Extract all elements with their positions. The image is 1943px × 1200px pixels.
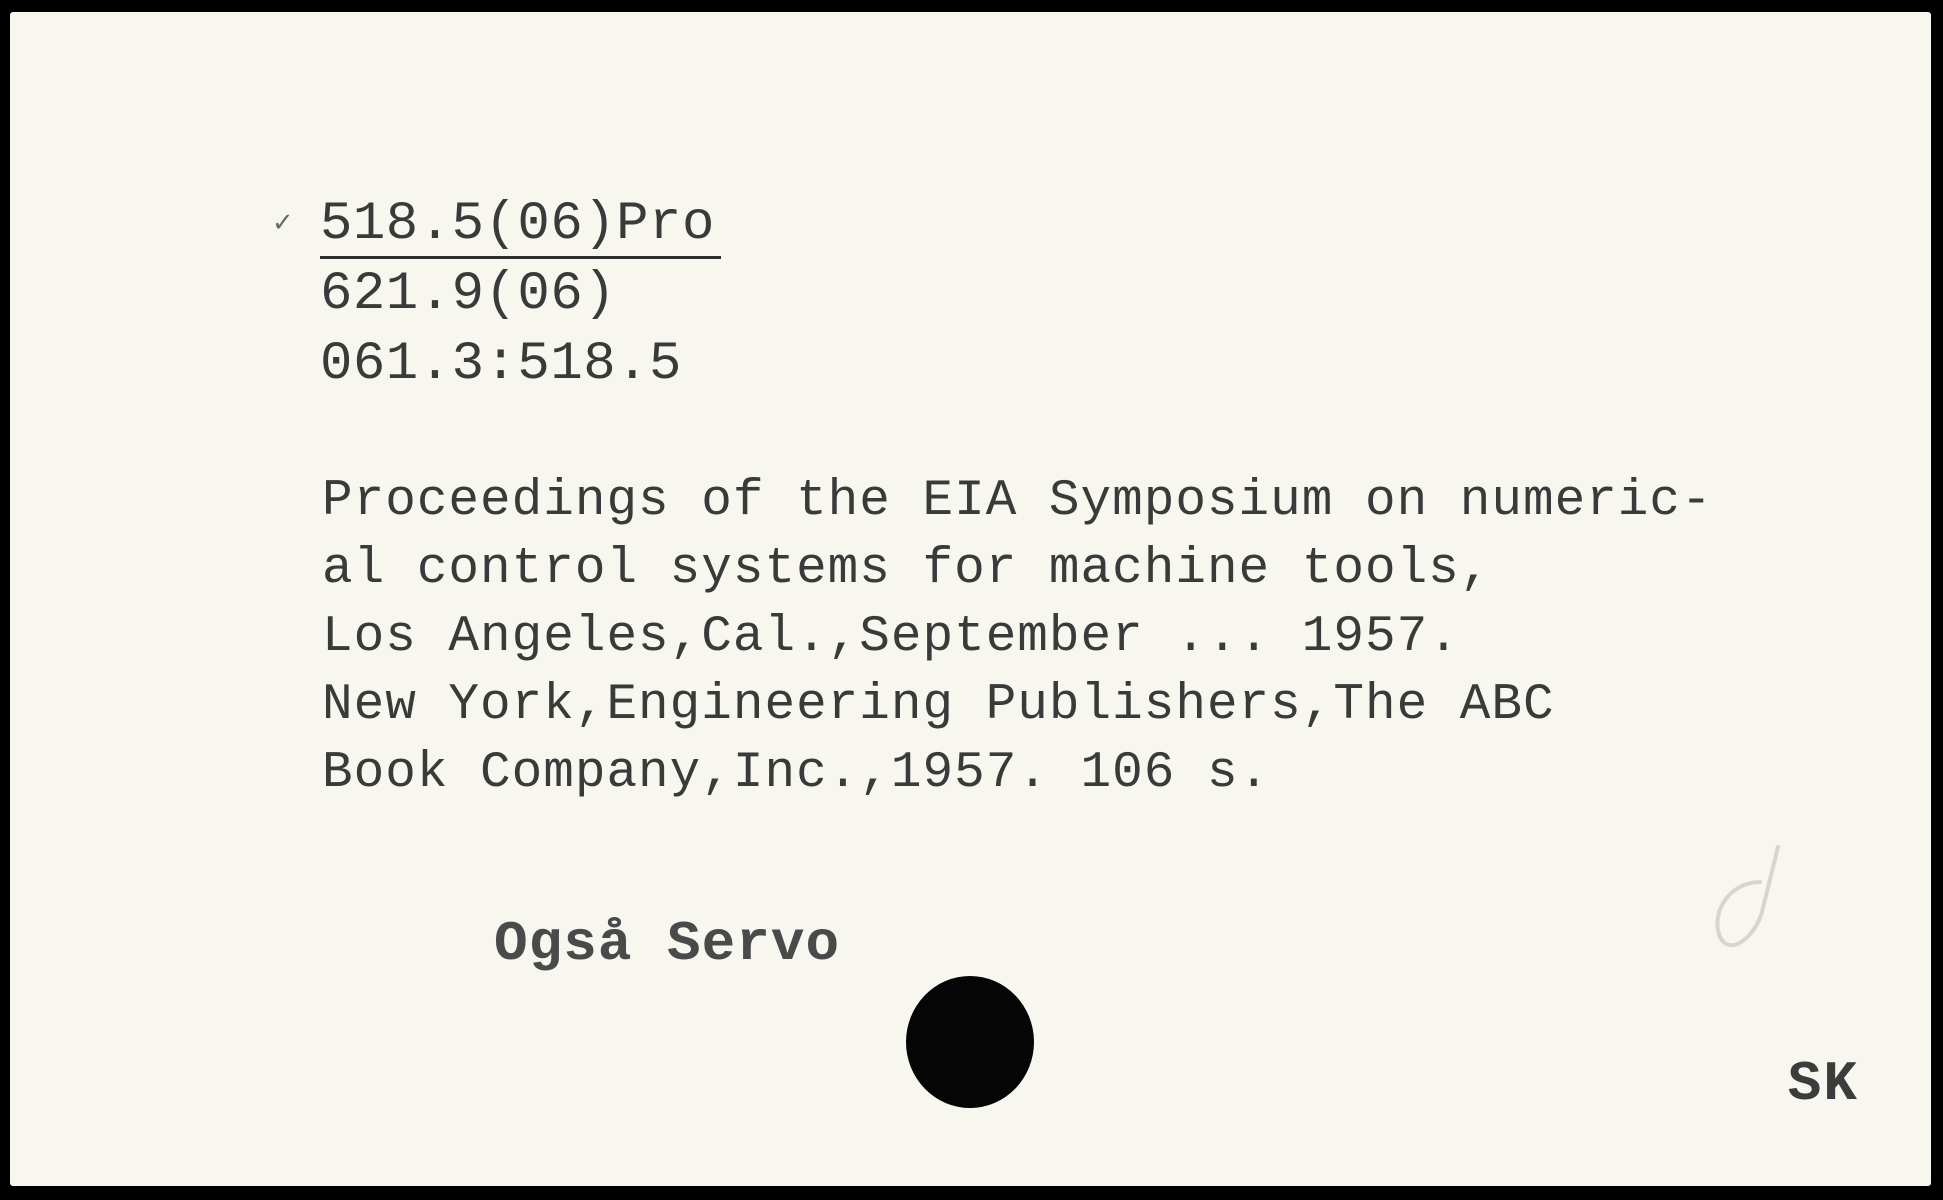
cataloger-sigil: SK bbox=[1787, 1052, 1859, 1116]
call-number-block bbox=[320, 190, 721, 400]
description-line: al control systems for machine tools, bbox=[322, 541, 1492, 598]
see-also-note: Også Servo bbox=[494, 912, 841, 976]
description-line: New York,Engineering Publishers,The ABC bbox=[322, 677, 1555, 734]
pencil-mark-icon bbox=[1690, 842, 1800, 962]
punch-hole bbox=[906, 976, 1034, 1108]
call-number-primary: 518.5(06)Pro bbox=[320, 194, 721, 259]
description-line: Proceedings of the EIA Symposium on numeric- bbox=[322, 473, 1713, 530]
call-number-line bbox=[320, 190, 721, 260]
description-line: Book Company,Inc.,1957. 106 s. bbox=[322, 745, 1271, 802]
catalog-card bbox=[10, 12, 1931, 1186]
call-number-secondary: 621.9(06) bbox=[320, 264, 617, 325]
description-line: Los Angeles,Cal.,September ... 1957. bbox=[322, 609, 1460, 666]
description-block bbox=[322, 468, 1713, 808]
check-mark-icon: ✓ bbox=[272, 208, 294, 238]
call-number-tertiary: 061.3:518.5 bbox=[320, 334, 682, 395]
